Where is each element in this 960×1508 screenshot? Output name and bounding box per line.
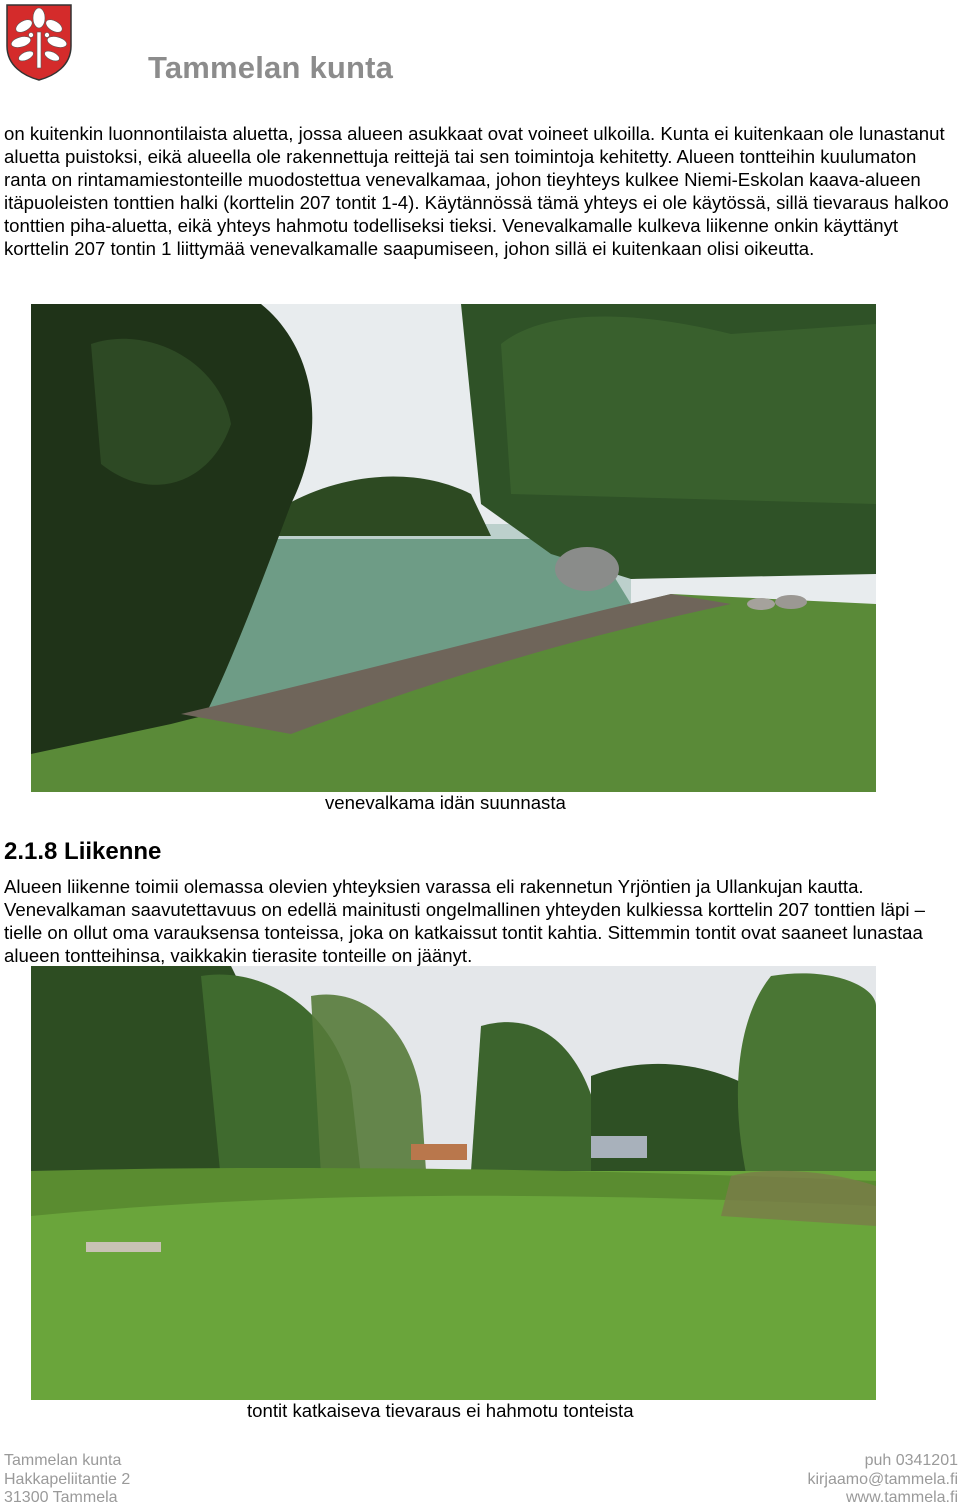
footer-street: Hakkapeliitantie 2 bbox=[4, 1470, 131, 1488]
body-paragraph-1: on kuitenkin luonnontilaista aluetta, jossa alueen asukkaat ovat voineet ulkoilla. Kunta ei kuitenkaan ole lunastanut aluetta puistoksi, eikä alueella ole rakennettuja reittejä tai sen toimintoja kehitetty. Alueen tontteihin kuulumaton ranta on rintamamiestonteille muodostettua venevalkamaa, johon tieyhteys kulkee Niemi-Eskolan kaava-alueen itäpuoleisten tonttien halki (korttelin 207 tontit 1-4). Käytännössä tämä yhteys ei ole käytössä, sillä tievaraus halkoo tonttien piha-aluetta, eikä yhteys hahmotu todelliseksi tieksi. Venevalkamalle kulkeva liikenne onkin käyttänyt korttelin 207 tontin 1 liittymää venevalkamalle saapumiseen, johon sillä ei kuitenkaan olisi oikeutta. bbox=[4, 123, 949, 259]
org-title: Tammelan kunta bbox=[148, 50, 394, 85]
footer-web[interactable]: www.tammela.fi bbox=[845, 1489, 958, 1506]
footer-address bbox=[4, 1452, 130, 1508]
municipality-crest bbox=[4, 2, 74, 82]
photo-1-caption: venevalkama idän suunnasta bbox=[325, 792, 566, 813]
footer-postal: 31300 Tammela bbox=[4, 1489, 118, 1506]
section-heading-liikenne: 2.1.8 Liikenne bbox=[4, 838, 162, 865]
footer-contact bbox=[808, 1452, 959, 1508]
photo-tievaraus bbox=[31, 966, 876, 1400]
photo-2-caption: tontit katkaiseva tievaraus ei hahmotu tonteista bbox=[247, 1400, 634, 1421]
footer-email[interactable]: kirjaamo@tammela.fi bbox=[807, 1470, 958, 1488]
footer-org: Tammelan kunta bbox=[4, 1452, 122, 1469]
body-paragraph-2: Alueen liikenne toimii olemassa olevien yhteyksien varassa eli rakennetun Yrjöntien ja Ullankujan kautta. Venevalkaman saavutettavuus on edellä mainitusti ongelmallinen yhteyden kulkiessa korttelin 207 tonttien läpi – tielle on ollut oma varauksensa tonteissa, joka on katkaissut tontit kahtia. Sittemmin tontit ovat saaneet lunastaa alueen tontteihinsa, vaikkakin tierasite tonteille on jäänyt. bbox=[4, 876, 925, 966]
photo-venevalkama bbox=[31, 304, 876, 792]
footer-phone: puh 0341201 bbox=[864, 1452, 958, 1469]
